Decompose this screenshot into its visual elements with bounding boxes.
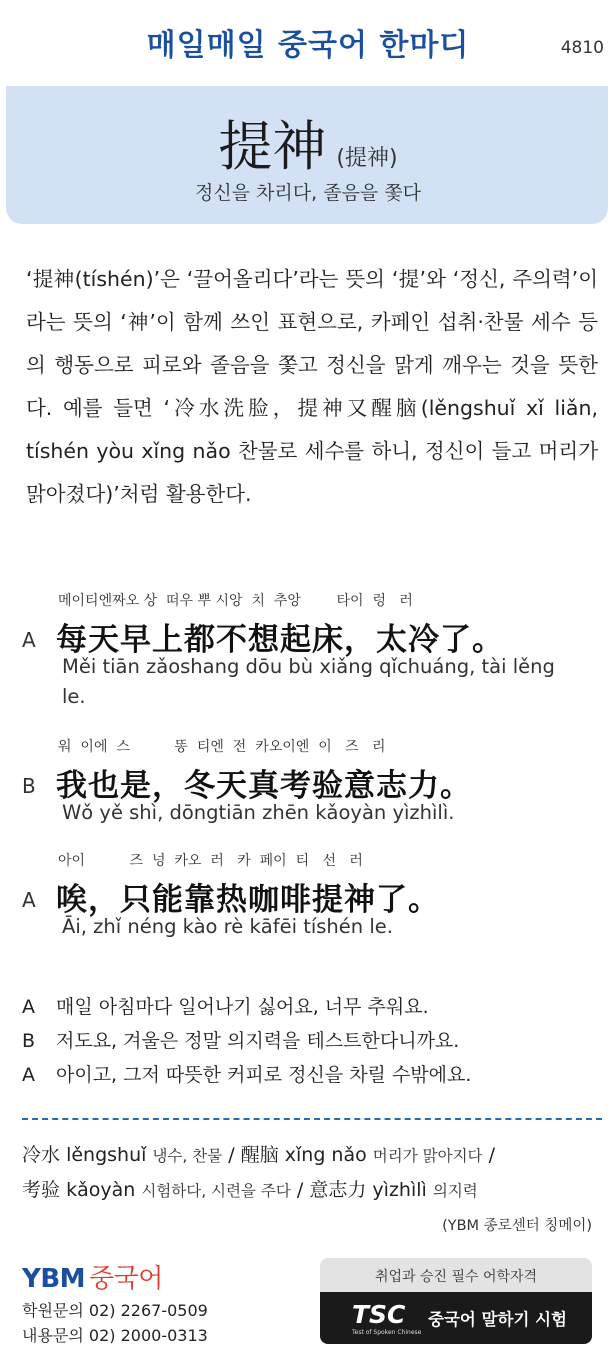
vocab-pinyin: kǎoyàn (66, 1179, 136, 1201)
vocab-gloss: 의지력 (432, 1182, 478, 1200)
speaker-label: A (22, 996, 35, 1018)
contact-phone: 02) 2000-0313 (88, 1326, 208, 1345)
expression-title (0, 104, 616, 181)
source-credit: (YBM 종로센터 칭메이) (442, 1218, 592, 1234)
tsc-name: 중국어 말하기 시험 (428, 1310, 568, 1329)
brand-ko: 중국어 (89, 1264, 163, 1294)
translation-row (22, 1058, 602, 1092)
vocab-word: 冷水 (22, 1144, 61, 1166)
translation-block (22, 990, 602, 1092)
vocab-word: 考验 (22, 1179, 61, 1201)
vocab-pinyin: lěngshuǐ (66, 1144, 147, 1166)
vocab-gloss: 냉수, 찬물 (152, 1147, 223, 1165)
speaker-label: A (22, 1064, 35, 1086)
dashed-divider (22, 1118, 602, 1120)
contact-label: 내용문의 (22, 1326, 84, 1345)
pronunciation-ruby: 아이 즈 넝 카오 러 카 페이 티 선 러 (58, 853, 363, 869)
header (0, 0, 616, 86)
vocab-row (22, 1173, 602, 1208)
expression-hanzi: 提神 (218, 115, 327, 178)
dialogue-pinyin: Āi, zhǐ néng kào rè kāfēi tíshén le. (62, 915, 393, 938)
vocab-pinyin: xǐng nǎo (284, 1144, 367, 1166)
contact-row (22, 1298, 208, 1323)
contact-label: 학원문의 (22, 1301, 84, 1320)
speaker-label: A (22, 888, 36, 912)
translation-text: 아이고, 그저 따뜻한 커피로 정신을 차릴 수밖에요. (56, 1064, 472, 1086)
translation-text: 저도요, 겨울은 정말 의지력을 테스트한다니까요. (56, 1030, 460, 1052)
tsc-banner (320, 1258, 592, 1344)
tsc-bar (320, 1292, 592, 1344)
vocab-separator: / (488, 1144, 495, 1166)
vocab-gloss: 시험하다, 시련을 주다 (141, 1182, 291, 1200)
speaker-label: B (22, 1030, 36, 1052)
speaker-label: B (22, 774, 36, 798)
contact-phone: 02) 2267-0509 (88, 1301, 208, 1320)
expression-traditional: (提神) (336, 146, 398, 171)
tsc-tagline: 취업과 승진 필수 어학자격 (374, 1269, 538, 1285)
dialogue-pinyin: Wǒ yě shì, dōngtiān zhēn kǎoyàn yìzhìlì. (62, 801, 455, 824)
contact-info (22, 1298, 208, 1348)
tsc-logo-sub: Test of Spoken Chinese (352, 1329, 422, 1336)
vocab-gloss: 머리가 맑아지다 (372, 1147, 483, 1165)
dialogue-hanzi: 我也是，冬天真考验意志力。 (56, 768, 472, 804)
ybm-logo (22, 1258, 163, 1295)
pronunciation-ruby: 워 이에 스 똥 티엔 전 카오이엔 이 즈 리 (58, 739, 386, 755)
dialogue-hanzi: 唉，只能靠热咖啡提神了。 (56, 882, 440, 918)
tsc-logo: TSC (352, 1300, 406, 1329)
series-title: 매일매일 중국어 한마디 (146, 28, 470, 63)
explanation-paragraph: ‘提神(tíshén)’은 ‘끌어올리다’라는 뜻의 ‘提’와 ‘정신, 주의력’이라는 뜻의 ‘神’이 함께 쓰인 표현으로, 카페인 섭취·찬물 세수 등의 행동으로 피로와 졸음을 쫓고 정신을 맑게 깨우는 것을 뜻한다. 예를 들면 ‘冷水洗脸，提神又醒脑(lěngshuǐ xǐ liǎn, tíshén yòu xǐng nǎo 찬물로 세수를 하니, 정신이 들고 머리가 맑아졌다)’처럼 활용한다. (26, 267, 598, 506)
brand-en: YBM (22, 1264, 86, 1294)
vocab-row (22, 1138, 602, 1173)
translation-text: 매일 아침마다 일어나기 싫어요, 너무 추워요. (56, 996, 429, 1018)
vocabulary-block (22, 1138, 602, 1208)
issue-number: 4810 (560, 38, 604, 58)
vocab-separator: / (296, 1179, 304, 1201)
vocab-word: 醒脑 (240, 1144, 279, 1166)
dialogue-hanzi: 每天早上都不想起床，太冷了。 (56, 622, 504, 658)
vocab-pinyin: yìzhìlì (372, 1179, 427, 1201)
speaker-label: A (22, 628, 36, 652)
vocab-separator: / (228, 1144, 235, 1166)
vocab-word: 意志力 (309, 1179, 367, 1201)
dialogue-pinyin: Měi tiān zǎoshang dōu bù xiǎng qǐchuáng, tài lěng le. (62, 655, 555, 708)
translation-row (22, 1024, 602, 1058)
expression-meaning: 정신을 차리다, 졸음을 쫓다 (194, 182, 422, 204)
contact-row (22, 1323, 208, 1348)
pronunciation-ruby: 메이티엔짜오 상 떠우 뿌 시앙 치 추앙 타이 렁 러 (58, 593, 413, 609)
translation-row (22, 990, 602, 1024)
